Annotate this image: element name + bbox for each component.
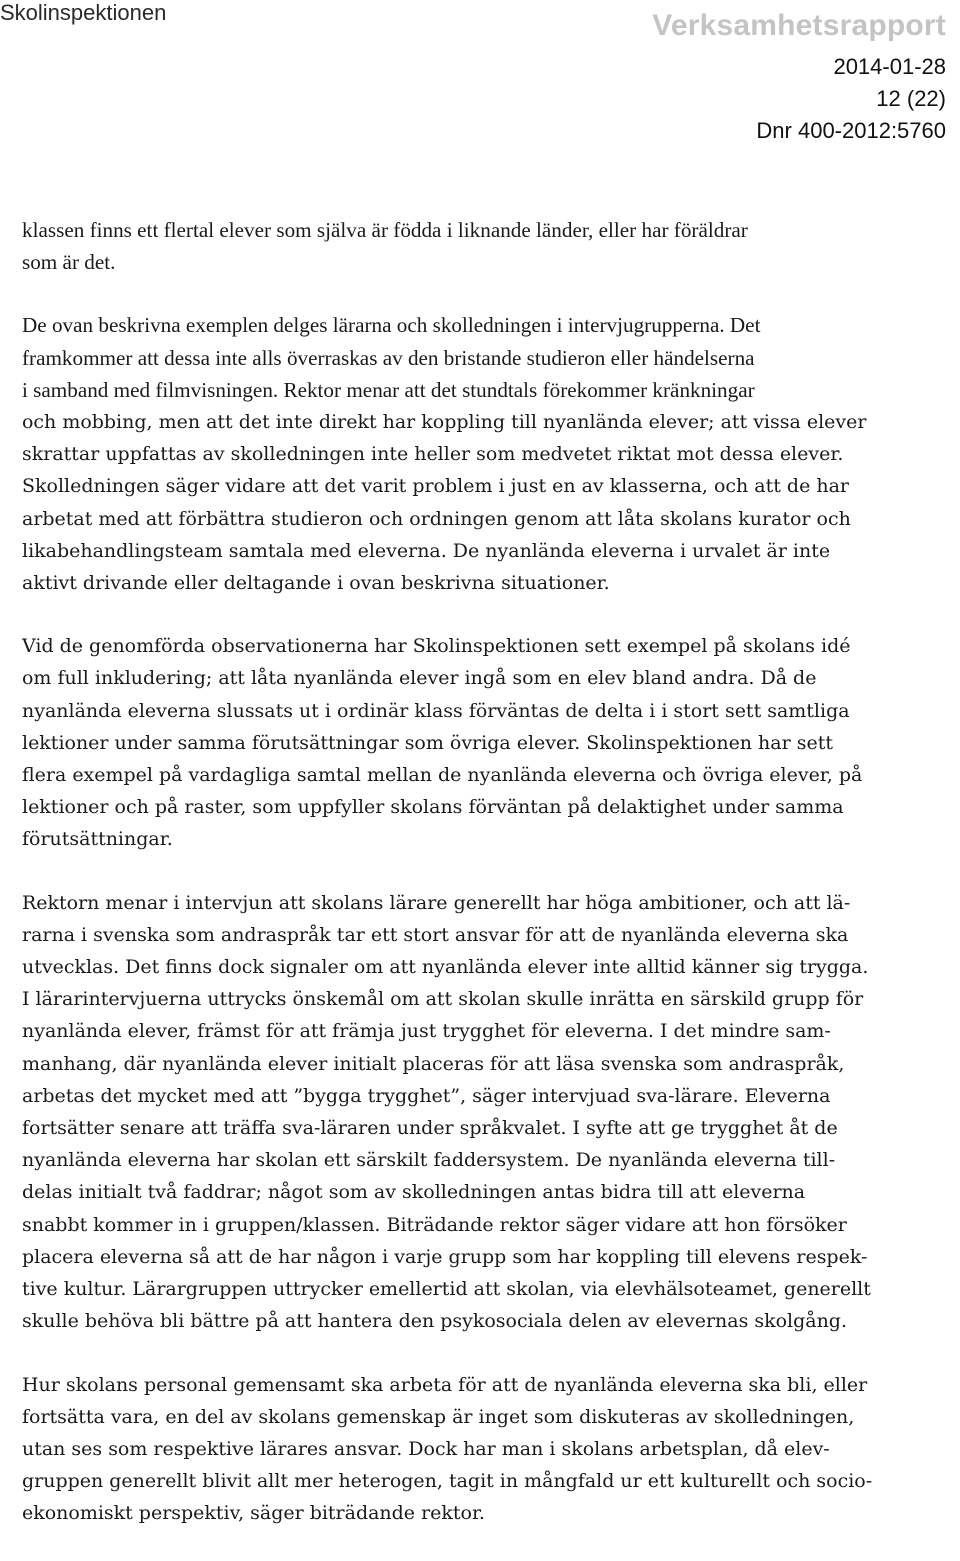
text-line: skrattar uppfattas av skolledningen inte heller som medvetet riktat mot dessa elever. bbox=[22, 443, 844, 466]
text-line: Skolledningen säger vidare att det varit problem i just en av klasserna, och att de har bbox=[22, 475, 849, 498]
report-body bbox=[22, 214, 960, 1561]
text-line: Rektorn menar i intervjun att skolans lärare generellt har höga ambitioner, och att lä- bbox=[22, 891, 851, 914]
text-line: manhang, där nyanlända elever initialt placeras för att läsa svenska som andraspråk, bbox=[22, 1052, 845, 1075]
paragraph bbox=[22, 214, 960, 278]
text-line: förutsättningar. bbox=[22, 828, 173, 851]
text-line: tive kultur. Lärargruppen uttrycker emellertid att skolan, via elevhälsoteamet, generellt bbox=[22, 1278, 871, 1301]
text-line: skulle behöva bli bättre på att hantera den psykosociala delen av elevernas skolgång. bbox=[22, 1310, 847, 1333]
document-date: 2014-01-28 bbox=[833, 54, 946, 79]
text-line: De ovan beskrivna exemplen delges lärarna och skolledningen i intervjugrupperna. Det bbox=[22, 313, 761, 338]
text-line: likabehandlingsteam samtala med eleverna. De nyanlända eleverna i urvalet är inte bbox=[22, 539, 831, 562]
text-line: klassen finns ett flertal elever som själva är födda i liknande länder, eller har föräldrar bbox=[22, 218, 748, 242]
text-line: aktivt drivande eller deltagande i ovan beskrivna situationer. bbox=[22, 572, 610, 595]
text-line: som är det. bbox=[22, 250, 116, 275]
text-line: flera exempel på vardagliga samtal mellan de nyanlända eleverna och övriga elever, på bbox=[22, 764, 863, 787]
text-line: utan ses som respektive lärares ansvar. Dock har man i skolans arbetsplan, då elev- bbox=[22, 1437, 830, 1460]
text-line: Hur skolans personal gemensamt ska arbeta för att de nyanlända eleverna ska bli, eller bbox=[22, 1373, 868, 1396]
paragraph bbox=[22, 887, 960, 1338]
paragraph bbox=[22, 309, 960, 599]
text-line: framkommer att dessa inte alls överraskas av den bristande studieron eller händelserna bbox=[22, 345, 755, 370]
text-line: lektioner under samma förutsättningar som övriga elever. Skolinspektionen har sett bbox=[22, 731, 833, 754]
text-line: I lärarintervjuerna uttrycks önskemål om att skolan skulle inrätta en särskild grupp för bbox=[22, 988, 864, 1011]
text-line: i samband med filmvisningen. Rektor menar att det stundtals förekommer kränkningar bbox=[22, 377, 755, 402]
text-line: rarna i svenska som andraspråk tar ett stort ansvar för att de nyanlända eleverna ska bbox=[22, 923, 849, 946]
text-line: arbetas det mycket med att ”bygga trygghet”, säger intervjuad sva-lärare. Eleverna bbox=[22, 1084, 831, 1107]
text-line: Vid de genomförda observationerna har Skolinspektionen sett exempel på skolans idé bbox=[22, 635, 851, 658]
registration-number: Dnr 400-2012:5760 bbox=[756, 118, 946, 143]
text-line: utvecklas. Det finns dock signaler om att nyanlända elever inte alltid känner sig trygga. bbox=[22, 956, 869, 979]
document-meta bbox=[756, 51, 946, 147]
text-line: fortsätta vara, en del av skolans gemenskap är inget som diskuteras av skolledningen, bbox=[22, 1405, 855, 1428]
page-number: 12 (22) bbox=[876, 86, 946, 111]
text-line: ekonomiskt perspektiv, säger biträdande rektor. bbox=[22, 1502, 485, 1525]
document-title: Verksamhetsrapport bbox=[652, 9, 946, 42]
text-line: arbetat med att förbättra studieron och ordningen genom att låta skolans kurator och bbox=[22, 507, 851, 530]
paragraph bbox=[22, 630, 960, 855]
text-line: nyanlända elever, främst för att främja just trygghet för eleverna. I det mindre sam- bbox=[22, 1020, 831, 1043]
text-line: delas initialt två faddrar; något som av skolledningen antas bidra till att eleverna bbox=[22, 1181, 806, 1204]
text-line: nyanlända eleverna har skolan ett särskilt faddersystem. De nyanlända eleverna till- bbox=[22, 1149, 836, 1172]
paragraph bbox=[22, 1369, 960, 1530]
text-line: placera eleverna så att de har någon i varje grupp som har koppling till elevens respek- bbox=[22, 1245, 868, 1268]
text-line: och mobbing, men att det inte direkt har koppling till nyanlända elever; att vissa elever bbox=[22, 411, 867, 434]
text-line: fortsätter senare att träffa sva-läraren under språkvalet. I syfte att ge trygghet åt de bbox=[22, 1117, 838, 1140]
organization-name: Skolinspektionen bbox=[0, 0, 167, 25]
text-line: om full inkludering; att låta nyanlända elever ingå som en elev bland andra. Då de bbox=[22, 667, 817, 690]
text-line: snabbt kommer in i gruppen/klassen. Biträdande rektor säger vidare att hon försöker bbox=[22, 1213, 847, 1236]
text-line: nyanlända eleverna slussats ut i ordinär klass förväntas de delta i i stort sett samtliga bbox=[22, 699, 850, 722]
text-line: lektioner och på raster, som uppfyller skolans förväntan på delaktighet under samma bbox=[22, 796, 844, 819]
text-line: gruppen generellt blivit allt mer heterogen, tagit in mångfald ur ett kulturellt och socio- bbox=[22, 1470, 873, 1493]
